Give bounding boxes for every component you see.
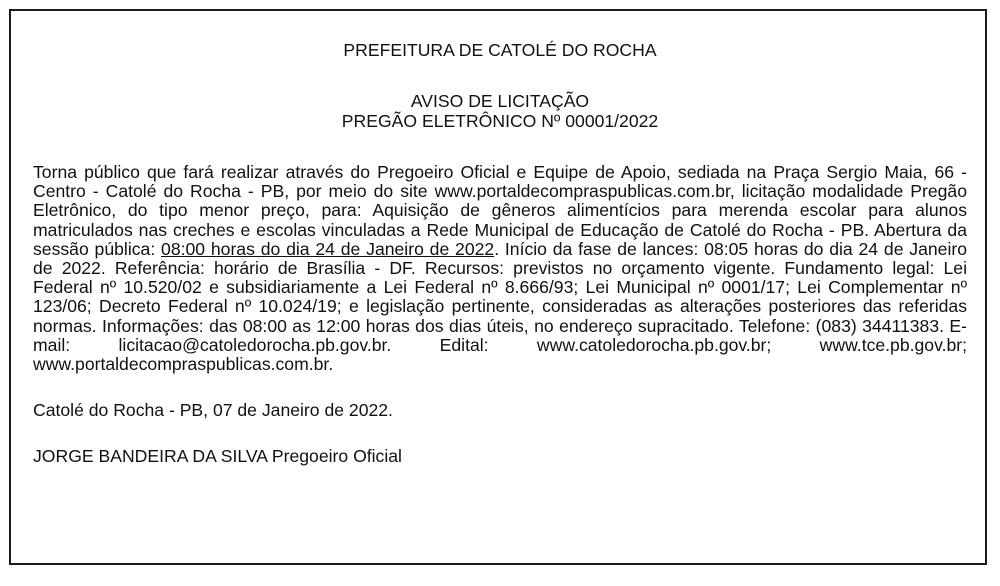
place-date: Catolé do Rocha - PB, 07 de Janeiro de 2022. — [33, 400, 393, 421]
city-hall-title: PREFEITURA DE CATOLÉ DO ROCHA — [343, 40, 657, 60]
notice-title: AVISO DE LICITAÇÃO — [410, 91, 590, 111]
notice-body — [33, 163, 967, 374]
notice-body-part1: Torna público que fará realizar através do Pregoeiro Oficial e Equipe de Apoio, sediada na Praça Sergio Maia, 66 - Centro - Catolé do Rocha - PB, por meio do site www.portaldecompraspublicas.com.br, licitação modalidade Pregão Eletrônico, do tipo menor preço, para: Aquisição de gêneros alimentícios para merenda escolar para alunos matriculados nas creches e escolas vinculadas a Rede Municipal de Educação de Catolé do Rocha - PB. Abertura da sessão pública: — [33, 162, 967, 259]
notice-body-part2: . Início da fase de lances: 08:05 horas do dia 24 de Janeiro de 2022. Referência: horário de Brasília - DF. Recursos: previstos no orçamento vigente. Fundamento legal: Lei Federal nº 10.520/02 e subsidiariamente a Lei Federal nº 8.666/93; Lei Municipal nº 0001/17; Lei Complementar nº 123/06; Decreto Federal nº 10.024/19; e legislação pertinente, consideradas as alterações posteriores das referidas normas. Informações: das 08:00 as 12:00 horas dos dias úteis, no endereço supracitado. Telefone: (083) 34411383. E-mail: licitacao@catoledorocha.pb.gov.br. Edital: www.catoledorocha.pb.gov.br; www.tce.pb.gov.br; www.portaldecompraspublicas.com.br. — [33, 238, 967, 375]
notice-content — [33, 40, 967, 466]
signatory: JORGE BANDEIRA DA SILVA Pregoeiro Oficial — [33, 446, 402, 467]
opening-time: 08:00 horas do dia 24 de Janeiro de 2022 — [161, 238, 495, 259]
auction-id: PREGÃO ELETRÔNICO Nº 00001/2022 — [341, 111, 659, 131]
